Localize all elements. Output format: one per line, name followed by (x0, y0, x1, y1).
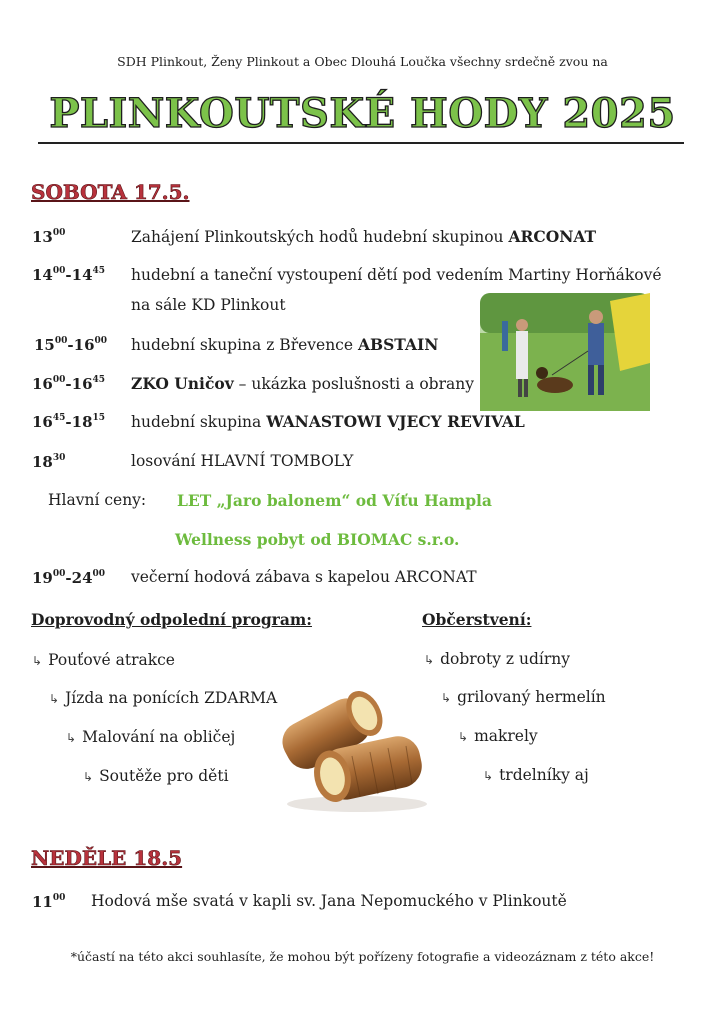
program-item: ↳ Jízda na ponících ZDARMA (49, 689, 278, 707)
arrow-icon: ↳ (32, 654, 43, 668)
arrow-icon: ↳ (83, 770, 94, 784)
event-children-performance: hudební a taneční vystoupení dětí pod vedením Martiny Horňákové (131, 266, 662, 284)
time-1900-2400: $19^{00}-24^{00}$ (32, 569, 106, 587)
arrow-icon: ↳ (49, 692, 60, 706)
event-tombola: losování HLAVNÍ TOMBOLY (131, 452, 354, 470)
event-mass: Hodová mše svatá v kapli sv. Jana Nepomuckého v Plinkoutě (91, 892, 567, 910)
dog-training-photo (480, 293, 650, 411)
event-evening-party: večerní hodová zábava s kapelou ARCONAT (131, 568, 477, 586)
intro-line: SDH Plinkout, Ženy Plinkout a Obec Dlouhá Loučka všechny srdečně zvou na (117, 54, 608, 69)
sunday-heading: NEDĚLE 18.5 (31, 846, 183, 870)
food-item: ↳ dobroty z udírny (424, 650, 570, 668)
title-divider (38, 142, 684, 144)
program-item: ↳ Soutěže pro děti (83, 767, 229, 785)
arrow-icon: ↳ (483, 769, 494, 783)
food-item: ↳ makrely (458, 727, 538, 745)
trdelnik-illustration (262, 676, 442, 816)
page-title: PLINKOUTSKÉ HODY 2025 (49, 90, 676, 137)
prize-wellness: Wellness pobyt od BIOMAC s.r.o. (175, 530, 460, 549)
program-item: ↳ Malování na obličej (66, 728, 236, 746)
program-heading: Doprovodný odpolední program: (31, 610, 312, 629)
event-children-venue: na sále KD Plinkout (131, 296, 286, 314)
prizes-label: Hlavní ceny: (48, 491, 147, 509)
program-item: ↳ Pouťové atrakce (32, 651, 175, 669)
event-wanastowi: hudební skupina WANASTOWI VJECY REVIVAL (131, 412, 525, 431)
time-1400-1445: $14^{00}-14^{45}$ (32, 266, 106, 284)
photo-consent-note: *účastí na této akci souhlasíte, že mohou být pořízeny fotografie a videozáznam z této akce! (70, 949, 655, 964)
time-1645-1815: $16^{45}-18^{15}$ (32, 413, 106, 431)
time-1500-1600: $15^{00}-16^{00}$ (34, 336, 108, 354)
time-1100: $11^{00}$ (32, 893, 66, 911)
event-zko: ZKO Uničov – ukázka poslušnosti a obrany (131, 374, 474, 393)
event-opening: Zahájení Plinkoutských hodů hudební skupinou ARCONAT (131, 227, 597, 246)
arrow-icon: ↳ (458, 730, 469, 744)
arrow-icon: ↳ (66, 731, 77, 745)
food-item: ↳ trdelníky aj (483, 766, 589, 784)
food-item: ↳ grilovaný hermelín (441, 688, 606, 706)
food-heading: Občerstvení: (422, 610, 532, 629)
time-1600-1645: $16^{00}-16^{45}$ (32, 375, 106, 393)
saturday-heading: SOBOTA 17.5. (31, 180, 190, 204)
time-1830: $18^{30}$ (32, 453, 66, 471)
arrow-icon: ↳ (424, 653, 435, 667)
event-abstain: hudební skupina z Břevence ABSTAIN (131, 335, 439, 354)
time-1300: $13^{00}$ (32, 228, 66, 246)
arrow-icon: ↳ (441, 691, 452, 705)
prize-balloon: LET „Jaro balonem“ od Víťu Hampla (177, 491, 492, 510)
